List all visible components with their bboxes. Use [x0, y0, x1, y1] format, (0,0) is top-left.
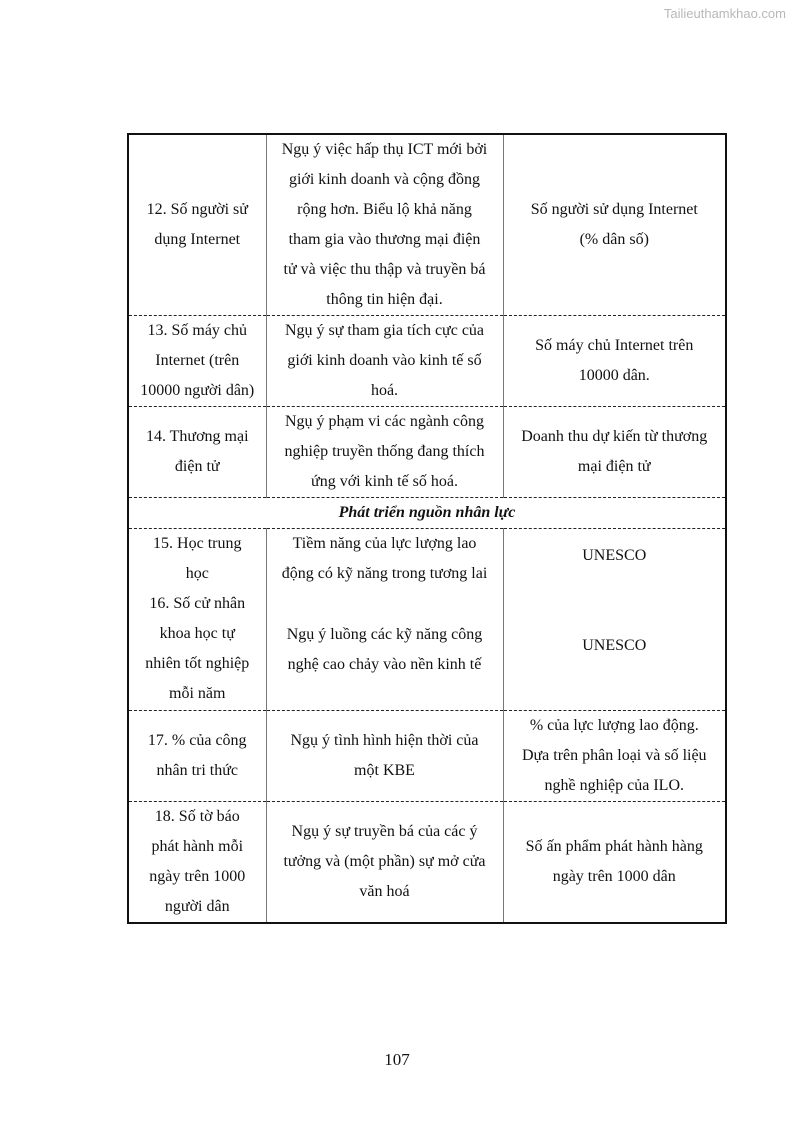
cell-c2	[266, 711, 503, 802]
cell-c1	[128, 134, 266, 316]
cell-line: hoá.	[370, 382, 399, 399]
cell-line: 15. Học trung	[153, 535, 242, 552]
cell-c3	[503, 407, 726, 498]
cell-line: giới kinh doanh và cộng đồng	[288, 171, 481, 188]
cell-line: một KBE	[354, 762, 415, 779]
cell-line: học	[185, 565, 209, 582]
cell-line: 13. Số máy chủ	[147, 322, 248, 339]
cell-line: ngày trên 1000	[149, 868, 246, 885]
cell-line: 12. Số người sử	[146, 201, 248, 218]
cell-c2	[266, 134, 503, 316]
cell-line: Internet (trên	[155, 352, 240, 369]
cell-c2	[266, 529, 503, 711]
cell-line: 10000 người dân)	[140, 382, 255, 399]
table-row	[128, 134, 726, 316]
cell-line: phát hành mỗi	[151, 838, 244, 855]
cell-line: văn hoá	[359, 883, 410, 900]
cell-line: 16. Số cử nhân	[149, 595, 246, 612]
cell-c2	[266, 802, 503, 924]
table-row	[128, 802, 726, 924]
cell-line: 17. % của công	[147, 732, 247, 749]
cell-c2	[266, 407, 503, 498]
cell-block	[271, 529, 499, 589]
cell-line: Ngụ ý luồng các kỹ năng công	[286, 626, 483, 643]
cell-line: Ngụ ý việc hấp thụ ICT mới bởi	[281, 141, 488, 158]
cell-c1	[128, 407, 266, 498]
cell-line: nghệ cao chảy vào nền kinh tế	[287, 656, 482, 673]
cell-line: 10000 dân.	[578, 367, 650, 384]
table-row	[128, 529, 726, 711]
cell-line: Doanh thu dự kiến từ thương	[521, 428, 708, 445]
cell-line: khoa học tự	[159, 625, 235, 642]
cell-line: tử và việc thu thập và truyền bá	[283, 261, 486, 278]
cell-c3	[503, 316, 726, 407]
table-row	[128, 316, 726, 407]
cell-line: 14. Thương mại	[145, 428, 249, 445]
cell-line: UNESCO	[582, 547, 647, 564]
cell-line: mại điện tử	[577, 458, 651, 475]
cell-line: nhiên tốt nghiệp	[145, 655, 250, 672]
cell-line: động có kỹ năng trong tương lai	[281, 565, 488, 582]
cell-line: Ngụ ý sự truyền bá của các ý	[291, 823, 478, 840]
cell-c3	[503, 134, 726, 316]
table-row	[128, 711, 726, 802]
table-row	[128, 407, 726, 498]
section-row	[128, 498, 726, 529]
cell-c3	[503, 529, 726, 711]
cell-block	[271, 620, 499, 680]
cell-line: điện tử	[174, 458, 220, 475]
watermark: Tailieuthamkhao.com	[663, 6, 786, 21]
indicator-table	[127, 133, 727, 924]
cell-c3	[503, 802, 726, 924]
cell-line: thông tin hiện đại.	[326, 291, 443, 308]
cell-line: nghiệp truyền thống đang thích	[284, 443, 485, 460]
cell-c1	[128, 316, 266, 407]
cell-line: Ngụ ý sự tham gia tích cực của	[284, 322, 485, 339]
cell-line: (% dân số)	[579, 231, 649, 248]
cell-line: 18. Số tờ báo	[154, 808, 240, 825]
cell-c1	[128, 802, 266, 924]
cell-line: Tiềm năng của lực lượng lao	[292, 535, 477, 552]
cell-line: rộng hơn. Biểu lộ khả năng	[297, 201, 472, 218]
cell-line: tham gia vào thương mại điện	[288, 231, 481, 248]
cell-line: nhân tri thức	[156, 762, 239, 779]
cell-c3	[503, 711, 726, 802]
cell-line: UNESCO	[582, 637, 647, 654]
cell-line: Số người sử dụng Internet	[530, 201, 698, 218]
section-title: Phát triển nguồn nhân lực	[128, 498, 726, 529]
cell-line: mỗi năm	[169, 685, 226, 702]
cell-line: Ngụ ý tình hình hiện thời của	[290, 732, 479, 749]
cell-line: ứng với kinh tế số hoá.	[311, 473, 458, 490]
cell-line: Số máy chủ Internet trên	[535, 337, 694, 354]
cell-line: người dân	[164, 898, 230, 915]
cell-line: nghề nghiệp của ILO.	[544, 777, 684, 794]
page-number: 107	[384, 1050, 410, 1069]
cell-line: giới kinh doanh vào kinh tế số	[287, 352, 482, 369]
cell-line: Ngụ ý phạm vi các ngành công	[284, 413, 485, 430]
cell-line: Dựa trên phân loại và số liệu	[521, 747, 707, 764]
cell-c2	[266, 316, 503, 407]
cell-line: dụng Internet	[154, 231, 241, 248]
cell-line: Số ấn phẩm phát hành hàng	[525, 838, 703, 855]
cell-c1	[128, 529, 266, 711]
cell-c1	[128, 711, 266, 802]
cell-line: tưởng và (một phần) sự mở cửa	[283, 853, 486, 870]
cell-line: % của lực lượng lao động.	[529, 717, 699, 734]
cell-line: ngày trên 1000 dân	[552, 868, 676, 885]
